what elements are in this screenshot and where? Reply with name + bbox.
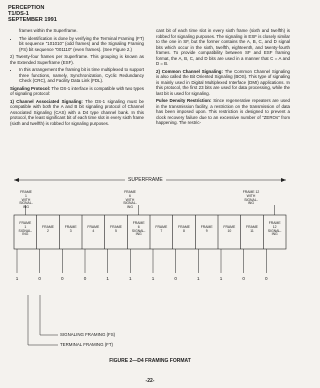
frame6-with-signaling-label: FRAME 6 WITH SIGNAL- ING [123, 190, 137, 210]
signaling-protocol-title: Signaling Protocol: [10, 85, 51, 91]
figure-caption: FIGURE 2—D4 FRAMING FORMAT [109, 358, 191, 364]
left-column [10, 28, 144, 128]
pulse-paragraph [156, 98, 290, 126]
framing-bit-value: 0 [61, 276, 64, 281]
right-column [156, 28, 290, 128]
superframe-label: SUPERFRAME [125, 177, 166, 183]
frame-cell-signaling-label: FRAME 12 SIGNAL- ING [267, 221, 282, 237]
frame-cell-label: FRAME 9 [200, 225, 213, 233]
header-date: SEPTEMBER 1991 [8, 17, 57, 23]
superframe-arrow-right [281, 178, 286, 182]
frame-cell-signaling-label: FRAME 6 SIGNAL- ING [131, 221, 146, 237]
frame-cell-label: FRAME 4 [87, 225, 100, 233]
bullet-list-1 [10, 36, 144, 53]
framing-bit-value: 1 [106, 276, 109, 281]
bullet-list-2 [10, 67, 144, 84]
d4-framing-figure [10, 155, 290, 355]
superframe-arrow-left [14, 178, 19, 182]
framing-bit-value: 0 [174, 276, 177, 281]
legend-signaling-framing: SIGNALING FRAMING (FS) [60, 332, 116, 337]
ccs-title: 2) Common Channel Signaling: [156, 68, 223, 74]
legend-terminal-framing: TERMINAL FRAMING (FT) [60, 342, 114, 347]
frame-cell-label: FRAME 3 [64, 225, 77, 233]
bit-pointers [17, 249, 266, 273]
frame12-with-signaling-label: FRAME 12 WITH SIGNAL- ING [242, 190, 260, 206]
page-number: -22- [145, 378, 155, 384]
framing-bit-value: 1 [151, 276, 155, 281]
framing-bit-value: 1 [15, 276, 19, 281]
framing-bit-value: 0 [83, 276, 87, 281]
frame-ticks [25, 205, 274, 215]
frame-cell-label: FRAME 10 [223, 225, 236, 233]
right-para-1: cant bit of each time slot in every sixth frame (sixth and twelfth) is robbed for signaling purposes. The signaling in ESF is closely similar to the one in SF, but the former contains the A, B, C, and D signal bits which occur in the sixth, twelfth, eighteenth, and twenty-fourth frames. To provide compatibility between SF and ESF framing format, the A, B, C, and D bits are used in a manner that C = A and D = B. [156, 28, 290, 66]
frame-cell-label: FRAME 7 [155, 225, 168, 233]
bullet-multiplexed: • In this arrangement the framing bit is time multiplexed to support three functions, namely, Synchronization, Cyclic Redundancy Check (CRC), and Facility Data Link (FDL). [19, 67, 144, 84]
frame-cell-label: FRAME 11 [246, 225, 258, 233]
frame-cell-label: FRAME 8 [178, 225, 190, 233]
ccs-paragraph [156, 69, 290, 97]
bullet-identification: • The identification is done by verifying the Terminal Framing (FT) bit sequence "101010" (odd frames) and the Signaling Framing (FS) bit sequence "001110" (even frames). (See Figure 2.) [19, 36, 144, 53]
framing-bit-value: 1 [219, 276, 223, 281]
cas-paragraph [10, 99, 144, 127]
pulse-text: Since regenerative repeaters are used in the transmission facility, a restriction on the transmission of data has been imposed upon. This restriction is designed to prevent a clock recovery failure due to an excessive number of "ZEROs" from happening. The restric- [156, 98, 290, 125]
intro-continuation: frames within the Superframe. [19, 28, 78, 33]
pulse-title: Pulse Density Restriction: [156, 98, 212, 103]
ccs-text: The Common Channel Signaling is also called the Bit Oriented Signaling (BOS). This type of signaling is mainly used in Digital Multiplexed Interface (DMI) applications. In this protocol, the first 23 bits are used for data processing, while the last bit is used for signaling. [156, 68, 290, 96]
signaling-protocol-text: The DS-1 interface is compatible with two types of signaling protocol: [10, 85, 144, 96]
cas-text: The DS-1 signaling must be compatible with both the A and B bit signaling protocol of Channel Associated Signaling (CAS) with a D4 type channel bank. In this protocol, the least significant bit of each time slot in every sixth frame (sixth and twelfth) is robbed for signaling purposes. [10, 98, 144, 126]
framing-bit-value: 0 [265, 276, 268, 281]
header-subtitle: T1/DS-1 [8, 11, 29, 17]
framing-bit-value: 0 [242, 276, 245, 281]
signaling-protocol-paragraph [10, 86, 144, 97]
frame-cell-signaling-label: FRAME 1 SIGNAL- ING [18, 221, 33, 237]
framing-bit-value: 1 [197, 276, 200, 281]
cas-title: 1) Channel Associated Signaling: [10, 98, 83, 104]
item-esf: 2) Twenty-four frames per Superframe. This grouping is known as the Extended Superframe (ESF). [10, 54, 144, 65]
header-title: PERCEPTION [8, 5, 45, 11]
frame-cell-label: FRAME 2 [42, 225, 54, 233]
page-header [8, 5, 57, 23]
framing-bit-value: 1 [129, 276, 132, 281]
frame-cell-label: FRAME 5 [110, 225, 122, 233]
framing-bit-value: 0 [38, 276, 41, 281]
figure-diagram [10, 155, 290, 355]
frame1-with-signaling-label: FRAME 1 WITH SIGNAL- ING [19, 190, 33, 210]
